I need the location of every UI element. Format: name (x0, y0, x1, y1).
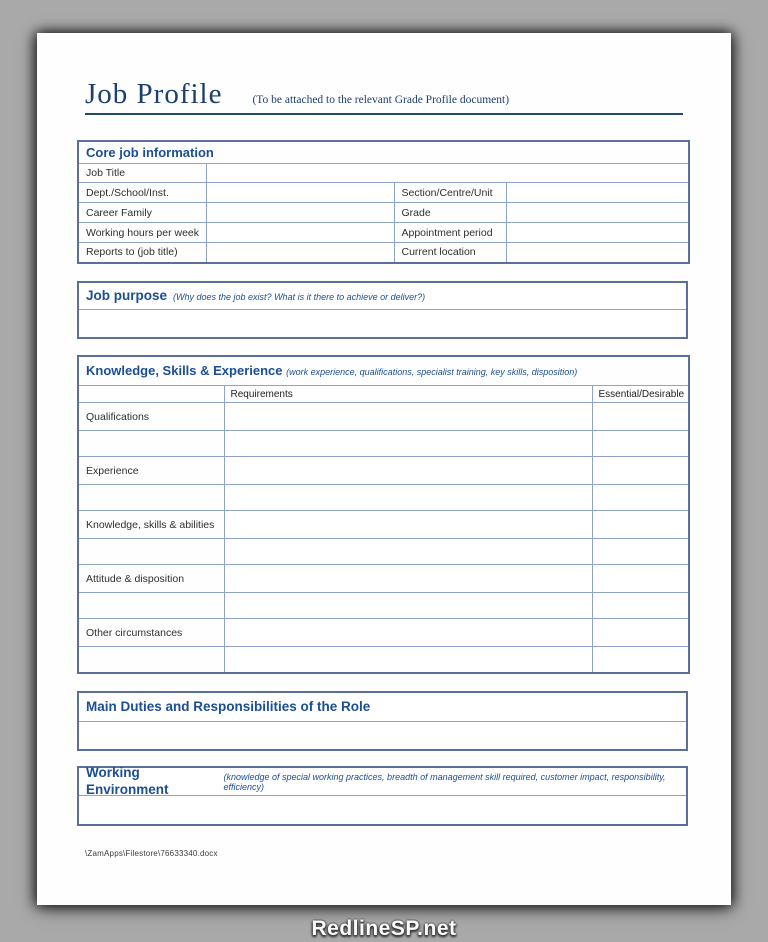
working-hours-field[interactable] (206, 223, 394, 243)
current-location-label: Current location (394, 243, 506, 263)
knowledge-skills-essential-field[interactable] (592, 511, 689, 539)
experience-essential-field[interactable] (592, 457, 689, 485)
career-family-label: Career Family (78, 203, 206, 223)
reports-to-label: Reports to (job title) (78, 243, 206, 263)
footer-file-path: \ZamApps\Filestore\76633340.docx (85, 848, 218, 858)
career-family-field[interactable] (206, 203, 394, 223)
attitude-extra-requirements-field[interactable] (224, 593, 592, 619)
dept-school-inst-field[interactable] (206, 183, 394, 203)
appointment-period-label: Appointment period (394, 223, 506, 243)
section-centre-unit-label: Section/Centre/Unit (394, 183, 506, 203)
other-circumstances-extra-requirements-field[interactable] (224, 647, 592, 673)
appointment-period-field[interactable] (506, 223, 689, 243)
attitude-extra-label-cell (78, 593, 224, 619)
job-purpose-heading-row (79, 283, 686, 310)
page-subtitle: (To be attached to the relevant Grade Profile document) (252, 94, 510, 106)
attitude-extra-essential-field[interactable] (592, 593, 689, 619)
essential-desirable-column-header: Essential/Desirable (592, 386, 689, 403)
knowledge-skills-extra-essential-field[interactable] (592, 539, 689, 565)
reports-to-field[interactable] (206, 243, 394, 263)
working-hours-label: Working hours per week (78, 223, 206, 243)
job-title-label: Job Title (78, 164, 206, 183)
document-header (85, 80, 683, 115)
requirements-column-header: Requirements (224, 386, 592, 403)
job-purpose-heading: Job purpose (86, 287, 168, 303)
job-purpose-section (77, 281, 688, 339)
other-circumstances-label: Other circumstances (78, 619, 224, 647)
document-page (37, 33, 731, 905)
core-job-information-table (77, 140, 690, 264)
other-circumstances-essential-field[interactable] (592, 619, 689, 647)
qualifications-label: Qualifications (78, 403, 224, 431)
page-title: Job Profile (85, 78, 223, 110)
knowledge-skills-experience-table (77, 355, 690, 674)
main-duties-field[interactable] (79, 722, 686, 749)
current-location-field[interactable] (506, 243, 689, 263)
qualifications-extra-essential-field[interactable] (592, 431, 689, 457)
knowledge-skills-extra-requirements-field[interactable] (224, 539, 592, 565)
dept-school-inst-label: Dept./School/Inst. (78, 183, 206, 203)
working-environment-hint: (knowledge of special working practices, breadth of management skill required, customer impact, responsibility, efficiency) (223, 771, 666, 792)
attitude-essential-field[interactable] (592, 565, 689, 593)
section-centre-unit-field[interactable] (506, 183, 689, 203)
experience-extra-essential-field[interactable] (592, 485, 689, 511)
other-circumstances-requirements-field[interactable] (224, 619, 592, 647)
working-environment-section (77, 766, 688, 826)
grade-field[interactable] (506, 203, 689, 223)
attitude-requirements-field[interactable] (224, 565, 592, 593)
other-circumstances-extra-essential-field[interactable] (592, 647, 689, 673)
job-purpose-hint: (Why does the job exist? What is it there to achieve or deliver?) (173, 291, 426, 302)
watermark-text: RedlineSP.net (311, 917, 457, 940)
skills-section-heading-row (78, 356, 689, 386)
job-title-field[interactable] (206, 164, 689, 183)
experience-requirements-field[interactable] (224, 457, 592, 485)
qualifications-extra-label-cell (78, 431, 224, 457)
qualifications-essential-field[interactable] (592, 403, 689, 431)
grade-label: Grade (394, 203, 506, 223)
main-duties-section (77, 691, 688, 751)
knowledge-skills-requirements-field[interactable] (224, 511, 592, 539)
working-environment-heading-row (79, 765, 686, 797)
main-duties-heading: Main Duties and Responsibilities of the Role (86, 698, 371, 714)
qualifications-requirements-field[interactable] (224, 403, 592, 431)
attitude-disposition-label: Attitude & disposition (78, 565, 224, 593)
qualifications-extra-requirements-field[interactable] (224, 431, 592, 457)
core-section-heading: Core job information (78, 141, 689, 164)
experience-label: Experience (78, 457, 224, 485)
main-duties-heading-row (79, 693, 686, 722)
skills-blank-header-cell (78, 386, 224, 403)
experience-extra-label-cell (78, 485, 224, 511)
other-circumstances-extra-label-cell (78, 647, 224, 673)
knowledge-skills-abilities-label: Knowledge, skills & abilities (78, 511, 224, 539)
experience-extra-requirements-field[interactable] (224, 485, 592, 511)
skills-section-hint: (work experience, qualifications, specialist training, key skills, disposition) (286, 367, 578, 378)
skills-section-heading: Knowledge, Skills & Experience (86, 363, 283, 379)
job-purpose-field[interactable] (79, 310, 686, 337)
knowledge-skills-extra-label-cell (78, 539, 224, 565)
working-environment-field[interactable] (79, 796, 686, 824)
working-environment-heading: Working Environment (86, 765, 169, 797)
